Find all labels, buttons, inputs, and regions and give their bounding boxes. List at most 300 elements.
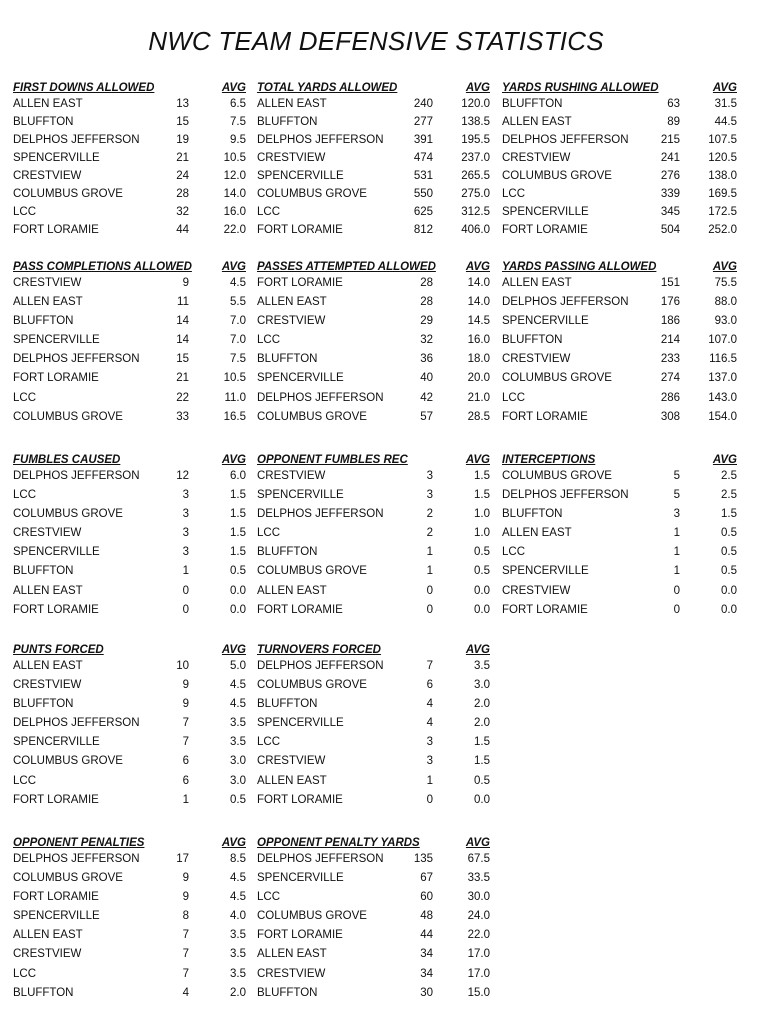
team-name: BLUFFTON [257,698,318,711]
stat-average: 16.5 [223,410,246,423]
team-name: ALLEN EAST [257,774,327,787]
stat-value: 474 [413,152,433,164]
team-name: FORT LORAMIE [257,929,343,942]
stat-value: 28 [420,296,433,309]
stat-value: 9 [182,277,189,289]
stat-section [502,82,737,242]
stat-row [257,277,490,296]
stat-value: 3 [426,736,433,749]
team-name: LCC [257,206,281,218]
stat-row [13,853,246,872]
stat-row [502,353,737,372]
team-name: COLUMBUS GROVE [257,410,367,423]
stat-row [13,891,246,910]
team-name: SPENCERVILLE [13,546,100,559]
stat-average: 1.5 [474,755,490,768]
stat-value: 7 [182,736,189,749]
stat-value: 135 [413,853,433,865]
stat-average: 0.0 [474,603,490,616]
team-name: FORT LORAMIE [13,603,99,616]
stat-value: 276 [660,170,680,182]
stat-section [257,837,490,1006]
stat-value: 7 [182,948,189,961]
stat-average: 93.0 [714,315,737,328]
stat-row [502,277,737,296]
team-name: DELPHOS JEFFERSON [13,353,140,366]
stat-row [257,170,490,188]
team-name: ALLEN EAST [13,98,83,110]
stat-value: 15 [176,353,189,366]
stat-row [13,565,246,584]
team-name: DELPHOS JEFFERSON [257,508,384,521]
stat-row [257,116,490,134]
stat-value: 44 [176,224,189,236]
team-name: FORT LORAMIE [13,224,99,236]
stat-average: 4.5 [230,679,246,692]
stat-average: 1.5 [474,470,490,482]
team-name: FORT LORAMIE [13,891,99,904]
stat-row [13,546,246,565]
stat-value: 2 [426,527,433,540]
section-title: PUNTS FORCED [13,644,104,656]
stat-value: 28 [176,188,189,200]
stat-row [257,891,490,910]
stat-row [13,775,246,794]
stat-value: 812 [413,224,433,236]
section-header [257,837,490,853]
team-name: BLUFFTON [257,986,318,999]
stat-value: 215 [660,134,680,146]
stat-average: 0.0 [474,793,490,806]
stat-average: 275.0 [461,188,490,200]
avg-column-header: AVG [465,644,490,656]
stat-value: 1 [426,565,433,578]
stat-average: 14.0 [467,277,490,289]
stat-value: 186 [660,315,680,328]
stat-row [257,134,490,152]
stat-value: 0 [673,603,680,616]
team-name: DELPHOS JEFFERSON [502,134,629,146]
section-header [502,82,737,98]
stat-row [257,775,490,794]
stat-average: 3.5 [230,948,246,961]
stat-average: 17.0 [467,967,490,980]
stat-average: 265.5 [461,170,490,182]
stat-row [13,660,246,679]
stat-average: 21.0 [467,391,490,404]
team-name: DELPHOS JEFFERSON [13,470,140,482]
stat-value: 14 [176,315,189,328]
stat-row [13,755,246,774]
stat-average: 3.5 [230,967,246,980]
stat-row [13,794,246,813]
stat-average: 1.5 [721,508,737,521]
stat-average: 44.5 [714,116,737,128]
team-name: FORT LORAMIE [13,372,99,385]
team-name: BLUFFTON [502,98,563,110]
section-title: OPPONENT PENALTY YARDS [257,837,420,849]
team-name: COLUMBUS GROVE [13,188,123,200]
stat-row [13,372,246,391]
stat-row [13,392,246,411]
stat-row [257,527,490,546]
stat-row [13,296,246,315]
stat-row [13,116,246,134]
stat-section [257,82,490,242]
stat-average: 1.5 [230,527,246,540]
stat-value: 3 [182,527,189,540]
stat-row [13,188,246,206]
team-name: BLUFFTON [13,116,74,128]
stat-average: 3.5 [474,660,490,672]
stat-average: 312.5 [461,206,490,218]
stat-value: 531 [413,170,433,182]
team-name: CRESTVIEW [257,470,326,482]
team-name: FORT LORAMIE [257,277,343,289]
stat-average: 22.0 [467,929,490,942]
stat-value: 391 [413,134,433,146]
stat-value: 28 [420,277,433,289]
stat-value: 48 [420,910,433,923]
stat-value: 1 [182,793,189,806]
stat-row [257,206,490,224]
team-name: ALLEN EAST [13,584,83,597]
team-name: LCC [257,527,281,540]
stat-value: 57 [420,410,433,423]
stat-value: 0 [182,584,189,597]
section-header [257,644,490,660]
stat-row [13,224,246,242]
stat-average: 16.0 [467,334,490,347]
team-name: ALLEN EAST [257,584,327,597]
stat-row [13,679,246,698]
section-header [13,454,246,470]
stat-average: 0.5 [721,565,737,578]
stat-row [502,527,737,546]
stat-value: 32 [176,206,189,218]
team-name: BLUFFTON [13,315,74,328]
team-name: CRESTVIEW [13,277,82,289]
stat-average: 7.5 [230,116,246,128]
stat-row [257,604,490,623]
stat-average: 3.5 [230,736,246,749]
team-name: SPENCERVILLE [13,910,100,923]
stat-average: 4.5 [230,872,246,885]
team-name: BLUFFTON [502,508,563,521]
stat-average: 31.5 [714,98,737,110]
stat-section [13,837,246,1006]
stat-row [257,660,490,679]
stat-average: 4.5 [230,891,246,904]
team-name: SPENCERVILLE [13,334,100,347]
team-name: SPENCERVILLE [13,736,100,749]
stat-row [13,206,246,224]
team-name: LCC [13,489,37,502]
stat-value: 274 [660,372,680,385]
stat-row [257,315,490,334]
stat-average: 24.0 [467,910,490,923]
stat-average: 195.5 [461,134,490,146]
stat-row [257,948,490,967]
stat-row [502,206,737,224]
team-name: COLUMBUS GROVE [502,470,612,482]
stat-value: 3 [182,546,189,559]
stat-average: 120.5 [708,152,737,164]
stat-average: 10.5 [223,372,246,385]
stat-value: 9 [182,679,189,692]
stat-average: 30.0 [467,891,490,904]
section-title: TOTAL YARDS ALLOWED [257,82,398,94]
stat-value: 14 [176,334,189,347]
stat-row [257,188,490,206]
stat-average: 5.5 [230,296,246,309]
team-name: DELPHOS JEFFERSON [13,134,140,146]
team-name: SPENCERVILLE [257,372,344,385]
team-name: COLUMBUS GROVE [502,372,612,385]
stat-value: 240 [413,98,433,110]
stat-average: 18.0 [467,353,490,366]
stat-row [13,152,246,170]
stat-row [502,565,737,584]
stat-average: 2.5 [721,489,737,502]
stat-row [257,755,490,774]
team-name: CRESTVIEW [257,152,326,164]
stat-row [257,353,490,372]
stat-row [257,872,490,891]
stat-value: 0 [673,584,680,597]
stat-average: 2.5 [721,470,737,482]
avg-column-header: AVG [221,82,246,94]
stat-row [502,334,737,353]
stat-value: 3 [426,755,433,768]
section-title: PASSES ATTEMPTED ALLOWED [257,261,436,273]
team-name: LCC [13,774,37,787]
team-name: ALLEN EAST [502,277,572,289]
stat-row [257,489,490,508]
stat-row [13,604,246,623]
stat-section [502,261,737,430]
team-name: COLUMBUS GROVE [257,188,367,200]
stat-value: 5 [673,470,680,482]
stat-average: 0.5 [721,527,737,540]
stat-row [502,170,737,188]
stat-row [257,910,490,929]
team-name: CRESTVIEW [257,755,326,768]
stat-section [257,644,490,813]
stat-value: 7 [182,967,189,980]
team-name: LCC [257,736,281,749]
team-name: FORT LORAMIE [502,603,588,616]
stat-average: 5.0 [230,660,246,672]
stat-average: 14.5 [467,315,490,328]
stat-row [502,411,737,430]
stat-row [502,392,737,411]
stat-value: 6 [426,679,433,692]
stat-value: 233 [660,353,680,366]
stat-value: 17 [176,853,189,865]
stat-average: 138.0 [708,170,737,182]
stat-average: 1.0 [474,527,490,540]
stat-average: 10.5 [223,152,246,164]
team-name: SPENCERVILLE [13,152,100,164]
team-name: FORT LORAMIE [257,603,343,616]
stat-row [502,98,737,116]
stat-value: 4 [426,698,433,711]
stat-average: 0.0 [721,584,737,597]
team-name: CRESTVIEW [257,967,326,980]
team-name: COLUMBUS GROVE [502,170,612,182]
stat-average: 4.5 [230,698,246,711]
stat-row [257,717,490,736]
team-name: COLUMBUS GROVE [257,679,367,692]
stat-value: 33 [176,410,189,423]
stat-value: 32 [420,334,433,347]
team-name: LCC [502,188,526,200]
stat-row [13,170,246,188]
team-name: COLUMBUS GROVE [13,508,123,521]
team-name: LCC [13,206,37,218]
team-name: DELPHOS JEFFERSON [502,296,629,309]
stat-value: 3 [182,489,189,502]
stat-average: 107.5 [708,134,737,146]
stat-value: 1 [673,565,680,578]
stat-average: 2.0 [230,986,246,999]
stat-value: 241 [660,152,680,164]
stat-value: 0 [426,584,433,597]
team-name: LCC [257,334,281,347]
team-name: FORT LORAMIE [257,793,343,806]
section-header [502,261,737,277]
team-name: BLUFFTON [257,353,318,366]
team-name: BLUFFTON [257,546,318,559]
stat-row [13,353,246,372]
section-title: FIRST DOWNS ALLOWED [13,82,155,94]
team-name: CRESTVIEW [13,527,82,540]
stat-value: 6 [182,774,189,787]
team-name: ALLEN EAST [13,660,83,672]
stat-average: 3.5 [230,717,246,730]
team-name: BLUFFTON [13,698,74,711]
team-name: SPENCERVILLE [502,315,589,328]
stat-row [13,585,246,604]
avg-column-header: AVG [465,454,490,466]
stat-average: 14.0 [467,296,490,309]
stat-value: 10 [176,660,189,672]
stat-average: 154.0 [708,410,737,423]
stat-value: 3 [182,508,189,521]
stat-row [257,929,490,948]
stat-average: 137.0 [708,372,737,385]
stat-average: 143.0 [708,391,737,404]
section-header [13,82,246,98]
stat-row [502,315,737,334]
team-name: CRESTVIEW [13,948,82,961]
stat-section [13,82,246,242]
team-name: CRESTVIEW [502,152,571,164]
team-name: SPENCERVILLE [257,489,344,502]
stat-row [502,546,737,565]
stat-value: 277 [413,116,433,128]
team-name: BLUFFTON [257,116,318,128]
stat-average: 7.5 [230,353,246,366]
stat-row [502,470,737,489]
avg-column-header: AVG [712,261,737,273]
stat-value: 3 [426,489,433,502]
stat-value: 5 [673,489,680,502]
team-name: DELPHOS JEFFERSON [13,853,140,865]
team-name: CRESTVIEW [13,170,82,182]
team-name: SPENCERVILLE [257,717,344,730]
stat-row [257,794,490,813]
stat-row [13,411,246,430]
stat-value: 29 [420,315,433,328]
team-name: ALLEN EAST [502,116,572,128]
stat-value: 214 [660,334,680,347]
stat-value: 6 [182,755,189,768]
avg-column-header: AVG [465,82,490,94]
stat-row [257,98,490,116]
team-name: BLUFFTON [13,565,74,578]
stat-average: 9.5 [230,134,246,146]
stat-average: 4.0 [230,910,246,923]
stat-row [257,698,490,717]
stat-value: 3 [426,470,433,482]
team-name: SPENCERVILLE [502,565,589,578]
stat-average: 252.0 [708,224,737,236]
stat-average: 2.0 [474,717,490,730]
stat-row [502,585,737,604]
team-name: ALLEN EAST [257,98,327,110]
stat-average: 237.0 [461,152,490,164]
stat-value: 19 [176,134,189,146]
stat-row [502,372,737,391]
stat-value: 3 [673,508,680,521]
team-name: COLUMBUS GROVE [257,910,367,923]
stat-row [502,489,737,508]
stat-value: 1 [426,774,433,787]
stat-row [257,152,490,170]
team-name: CRESTVIEW [502,584,571,597]
stat-average: 0.5 [474,774,490,787]
stat-section [502,454,737,623]
stat-value: 0 [182,603,189,616]
team-name: SPENCERVILLE [257,872,344,885]
stat-value: 9 [182,872,189,885]
stat-average: 16.0 [223,206,246,218]
team-name: DELPHOS JEFFERSON [257,391,384,404]
stat-average: 1.5 [474,736,490,749]
avg-column-header: AVG [221,454,246,466]
stat-average: 0.5 [474,565,490,578]
stat-row [257,508,490,527]
team-name: LCC [502,546,526,559]
stat-row [257,546,490,565]
section-title: TURNOVERS FORCED [257,644,381,656]
stat-row [502,152,737,170]
stat-average: 406.0 [461,224,490,236]
stat-row [257,392,490,411]
stat-value: 9 [182,698,189,711]
avg-column-header: AVG [221,261,246,273]
stat-average: 0.5 [230,565,246,578]
stat-row [257,334,490,353]
stat-row [257,372,490,391]
section-title: OPPONENT FUMBLES REC [257,454,408,466]
team-name: DELPHOS JEFFERSON [257,660,384,672]
stat-row [13,98,246,116]
stat-value: 7 [426,660,433,672]
stat-average: 1.5 [474,489,490,502]
